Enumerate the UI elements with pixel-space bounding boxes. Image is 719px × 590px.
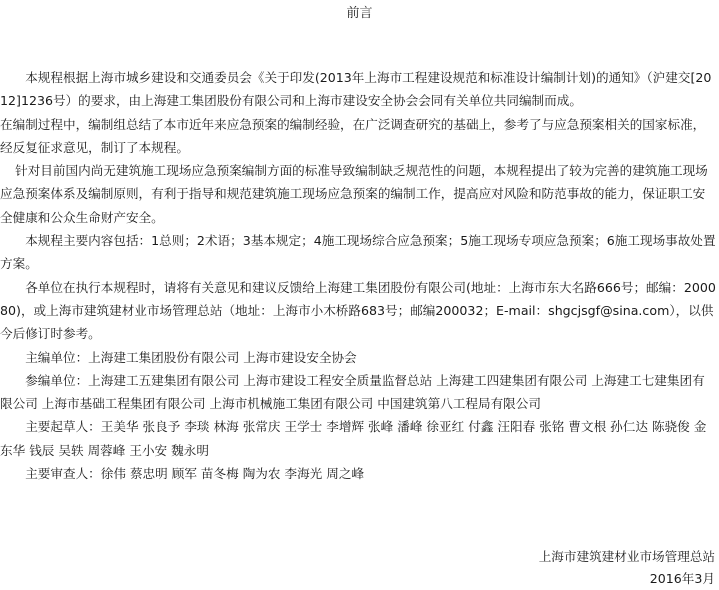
paragraph-main-reviewers: 主要审查人：徐伟 蔡忠明 顾军 苗冬梅 陶为农 李海光 周之峰: [25, 466, 365, 482]
paragraph-participating-units: 参编单位：上海建工五建集团有限公司 上海市建设工程安全质量监督总站 上海建工四建集团有限公司 上海建工七建集团有限公司 上海市基础工程集团有限公司 上海市机械施工集团有限公司 中国建筑第八工程局有限公司: [0, 372, 705, 412]
paragraph-purpose: 针对目前国内尚无建筑施工现场应急预案编制方面的标准导致编制缺乏规范性的问题，本规程提出了较为完善的建筑施工现场应急预案体系及编制原则，有利于指导和规范建筑施工现场应急预案的编制工作，提高应对风险和防范事故的能力，保证职工安全健康和公众生命财产安全。: [0, 163, 708, 225]
document-body: [0, 66, 716, 485]
paragraph-chief-editors: 主编单位：上海建工集团股份有限公司 上海市建设安全协会: [25, 349, 357, 365]
paragraph-process: 在编制过程中，编制组总结了本市近年来应急预案的编制经验，在广泛调查研究的基础上，参考了与应急预案相关的国家标准，经反复征求意见，制订了本规程。: [0, 116, 706, 155]
paragraph-basis: 本规程根据上海市城乡建设和交通委员会《关于印发(2013年上海市工程建设规范和标准设计编制计划)的通知》（沪建交[2012]1236号）的要求，由上海建工集团股份有限公司和上海市建设安全协会会同有关单位共同编制而成。: [0, 70, 712, 109]
paragraph-contents: 本规程主要内容包括：1总则；2术语；3基本规定；4施工现场综合应急预案；5施工现场专项应急预案；6施工现场事故处置方案。: [0, 233, 716, 272]
paragraph-feedback: 各单位在执行本规程时，请将有关意见和建议反馈给上海建工集团股份有限公司(地址：上海市东大名路666号；邮编：200080)，或上海市建筑建材业市场管理总站（地址：上海市小木桥路683号；邮编200032；E-mail：shgcjsgf@sina.com），以供今后修订时参考。: [0, 279, 716, 342]
paragraph-main-drafters: 主要起草人：王美华 张良予 李琰 林海 张常庆 王学士 李增辉 张峰 潘峰 徐亚红 付鑫 汪阳春 张铭 曹文根 孙仁达 陈骁俊 金东华 钱辰 吴轶 周蓉峰 王小安 魏永明: [0, 419, 707, 458]
page-title: 前言: [346, 6, 373, 21]
footer-organization: 上海市建筑建材业市场管理总站: [538, 549, 715, 564]
document-footer: [539, 546, 715, 590]
footer-date: 2016年3月: [649, 571, 715, 586]
